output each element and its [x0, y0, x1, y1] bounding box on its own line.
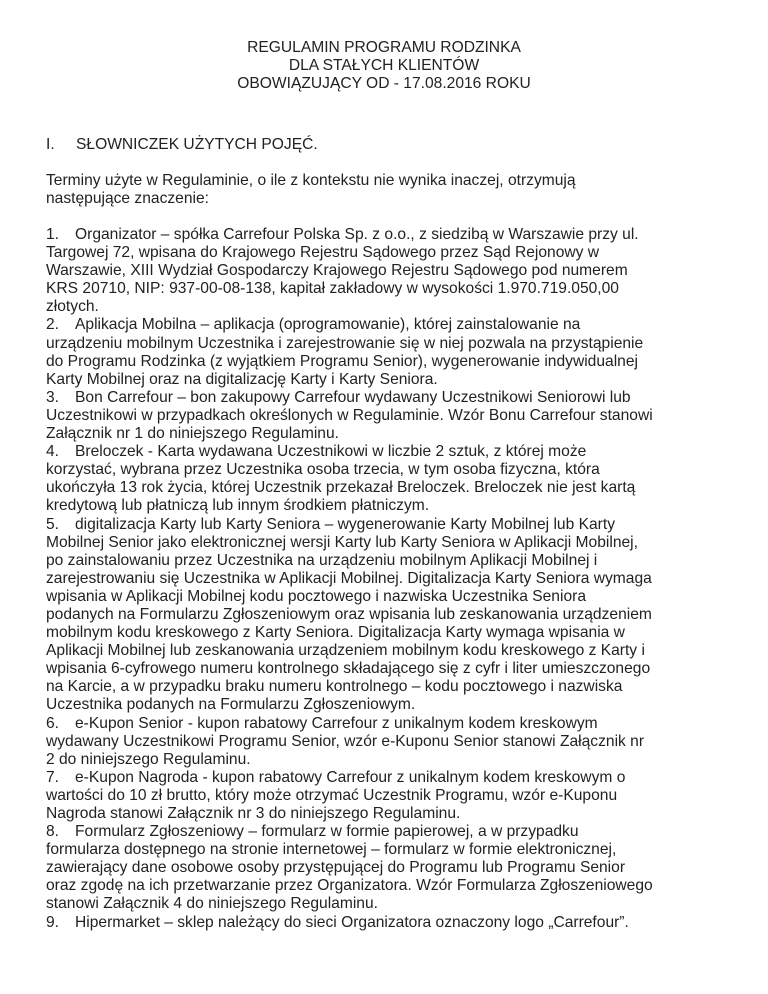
- definition-line: Organizator – spółka Carrefour Polska Sp. z o.o., z siedzibą w Warszawie przy ul.: [75, 226, 639, 243]
- definition-line: Aplikacji Mobilnej lub zeskanowania urządzeniem mobilnym kodu kreskowego z Karty i: [46, 642, 645, 660]
- definition-line: Bon Carrefour – bon zakupowy Carrefour wydawany Uczestnikowi Seniorowi lub: [75, 388, 631, 406]
- definition-line: Hipermarket – sklep należący do sieci Organizatora oznaczony logo „Carrefour”.: [75, 913, 629, 931]
- definition-number: 3.: [46, 388, 60, 406]
- definition-line: zarejestrowaniu się Uczestnika w Aplikacji Mobilnej. Digitalizacja Karty Seniora wymaga: [46, 569, 652, 587]
- definition-line: podanych na Formularzu Zgłoszeniowym oraz wpisania lub zeskanowania urządzeniem: [46, 605, 652, 623]
- definition-line: stanowi Załącznik 4 do niniejszego Regulaminu.: [46, 895, 378, 913]
- definition-line: Warszawie, XIII Wydział Gospodarczy Krajowego Rejestru Sądowego pod numerem: [46, 262, 628, 280]
- definition-item: [46, 715, 736, 769]
- definition-item: [46, 823, 736, 913]
- definition-line: digitalizacja Karty lub Karty Seniora – wygenerowanie Karty Mobilnej lub Karty: [75, 515, 615, 533]
- definition-item: [46, 226, 736, 316]
- definition-line: złotych.: [46, 298, 99, 316]
- definition-item: [46, 769, 736, 823]
- definition-line: Nagroda stanowi Załącznik nr 3 do niniejszego Regulaminu.: [46, 805, 461, 822]
- section-title: SŁOWNICZEK UŻYTYCH POJĘĆ.: [76, 136, 318, 153]
- definition-line: wpisania 6-cyfrowego numeru kontrolnego składającego się z cyfr i liter umieszczonego: [46, 660, 651, 678]
- definition-line: KRS 20710, NIP: 937-00-08-138, kapitał zakładowy w wysokości 1.970.719.050,00: [46, 280, 619, 298]
- definition-line: po zainstalowaniu przez Uczestnika na urządzeniu mobilnym Aplikacji Mobilnej i: [46, 551, 598, 569]
- definition-line: Aplikacja Mobilna – aplikacja (oprogramowanie), której zainstalowanie na: [75, 316, 581, 334]
- definition-line: zawierający dane osobowe osoby przystępującej do Programu lub Programu Senior: [46, 859, 626, 877]
- definition-line: mobilnym kodu kreskowego z Karty Seniora. Digitalizacja Karty wymaga wpisania w: [46, 624, 625, 642]
- definition-number: 8.: [46, 823, 60, 841]
- document-title: [0, 39, 768, 93]
- definition-line: do Programu Rodzinka (z wyjątkiem Programu Senior), wygenerowanie indywidualnej: [46, 352, 638, 370]
- definition-line: na Karcie, a w przypadku braku numeru kontrolnego – kodu pocztowego i nazwiska: [46, 678, 623, 696]
- title-line: REGULAMIN PROGRAMU RODZINKA: [247, 39, 521, 56]
- definition-line: kredytową lub płatniczą lub innym środkiem płatniczym.: [46, 497, 430, 515]
- definition-line: Załącznik nr 1 do niniejszego Regulaminu.: [46, 425, 339, 443]
- definition-number: 7.: [46, 768, 60, 786]
- definition-item: [46, 316, 736, 388]
- section-number: I.: [46, 136, 55, 153]
- definition-line: urządzeniu mobilnym Uczestnika i zarejestrowanie się w niej pozwala na przystąpienie: [46, 334, 644, 352]
- definition-line: e-Kupon Nagroda - kupon rabatowy Carrefour z unikalnym kodem kreskowym o: [75, 768, 626, 786]
- definition-number: 1.: [46, 226, 60, 243]
- intro-line: Terminy użyte w Regulaminie, o ile z kontekstu nie wynika inaczej, otrzymują: [46, 172, 576, 189]
- definition-number: 2.: [46, 316, 60, 334]
- definition-number: 9.: [46, 913, 60, 931]
- definitions-list: [46, 226, 736, 932]
- definition-line: Karty Mobilnej oraz na digitalizację Karty i Karty Seniora.: [46, 370, 438, 388]
- definition-line: Uczestnikowi w przypadkach określonych w Regulaminie. Wzór Bonu Carrefour stanowi: [46, 406, 653, 424]
- definition-line: Formularz Zgłoszeniowy – formularz w formie papierowej, a w przypadku: [75, 823, 579, 841]
- definition-line: Mobilnej Senior jako elektronicznej wersji Karty lub Karty Seniora w Aplikacji Mobilnej,: [46, 533, 638, 551]
- section-heading: [46, 136, 318, 154]
- title-line: OBOWIĄZUJĄCY OD - 17.08.2016 ROKU: [237, 75, 531, 93]
- intro-paragraph: [46, 172, 736, 208]
- definition-line: Uczestnika podanych na Formularzu Zgłoszeniowym.: [46, 696, 416, 714]
- definition-item: [46, 443, 736, 515]
- definition-item: [46, 389, 736, 443]
- definition-line: ukończyła 13 rok życia, której Uczestnik przekazał Breloczek. Breloczek nie jest kartą: [46, 479, 636, 497]
- definition-line: wydawany Uczestnikowi Programu Senior, wzór e-Kuponu Senior stanowi Załącznik nr: [46, 732, 645, 750]
- definition-item: [46, 516, 736, 715]
- definition-line: 2 do niniejszego Regulaminu.: [46, 750, 251, 768]
- definition-line: Targowej 72, wpisana do Krajowego Rejestru Sądowego przez Sąd Rejonowy w: [46, 244, 600, 262]
- definition-item: [46, 914, 736, 932]
- definition-line: Breloczek - Karta wydawana Uczestnikowi w liczbie 2 sztuk, z której może: [75, 443, 587, 461]
- definition-line: wartości do 10 zł brutto, który może otrzymać Uczestnik Programu, wzór e-Kuponu: [46, 786, 618, 804]
- intro-line: następujące znaczenie:: [46, 190, 209, 208]
- definition-line: wpisania w Aplikacji Mobilnej kodu pocztowego i nazwiska Uczestnika Seniora: [46, 587, 586, 605]
- definition-number: 6.: [46, 714, 60, 732]
- definition-line: korzystać, wybrana przez Uczestnika osoba trzecia, w tym osoba fizyczna, która: [46, 461, 600, 479]
- definition-line: oraz zgodę na ich przetwarzanie przez Organizatora. Wzór Formularza Zgłoszeniowego: [46, 877, 653, 895]
- title-line: DLA STAŁYCH KLIENTÓW: [288, 57, 480, 75]
- definition-line: formularza dostępnego na stronie internetowej – formularz w formie elektronicznej,: [46, 841, 617, 859]
- definition-number: 4.: [46, 443, 60, 461]
- definition-line: e-Kupon Senior - kupon rabatowy Carrefour z unikalnym kodem kreskowym: [75, 714, 598, 732]
- definition-number: 5.: [46, 515, 60, 533]
